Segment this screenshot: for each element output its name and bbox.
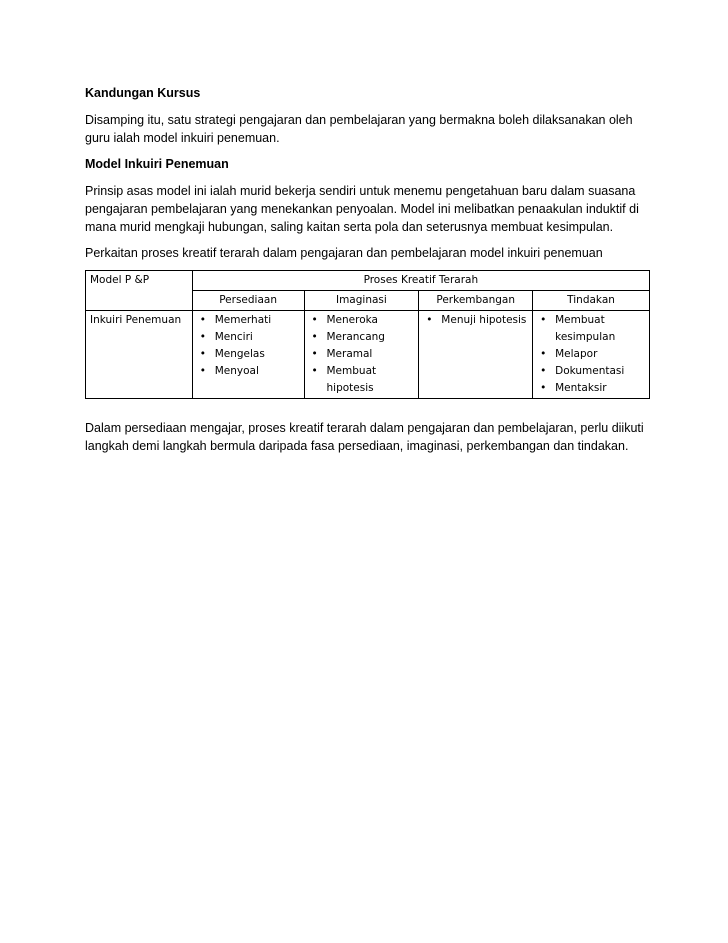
list-item: • Membuat hipotesis bbox=[309, 363, 415, 397]
list-item: • Membuat kesimpulan bbox=[537, 312, 645, 346]
row-label-inkuiri: Inkuiri Penemuan bbox=[86, 311, 193, 399]
cell-persediaan bbox=[192, 311, 304, 399]
paragraph-intro: Disamping itu, satu strategi pengajaran dan pembelajaran yang bermakna boleh dilaksanakan oleh guru ialah model inkuiri penemuan. bbox=[85, 113, 633, 145]
paragraph-perkaitan: Perkaitan proses kreatif terarah dalam pengajaran dan pembelajaran model inkuiri penemuan bbox=[85, 246, 603, 260]
list-item: • Meramal bbox=[309, 346, 415, 363]
list-item: • Memerhati bbox=[197, 312, 300, 329]
process-table bbox=[85, 270, 650, 399]
cell-tindakan bbox=[533, 311, 650, 399]
list-item: • Dokumentasi bbox=[537, 363, 645, 380]
list-persediaan bbox=[197, 312, 300, 380]
subheader-tindakan: Tindakan bbox=[533, 291, 650, 311]
subheader-imaginasi: Imaginasi bbox=[304, 291, 419, 311]
list-item: • Melapor bbox=[537, 346, 645, 363]
list-imaginasi bbox=[309, 312, 415, 397]
list-perkembangan bbox=[423, 312, 528, 329]
table-row bbox=[86, 311, 650, 399]
paragraph-prinsip: Prinsip asas model ini ialah murid bekerja sendiri untuk menemu pengetahuan baru dalam suasana pengajaran pembelajaran yang menekankan penyoalan. Model ini melibatkan penaakulan induktif di mana murid mengkaji hubungan, saling kaitan serta pola dan seterusnya membuat kesimpulan. bbox=[85, 184, 639, 234]
list-item: • Merancang bbox=[309, 329, 415, 346]
subheader-persediaan: Persediaan bbox=[192, 291, 304, 311]
table-header-row bbox=[86, 271, 650, 291]
heading-model-inkuiri: Model Inkuiri Penemuan bbox=[85, 157, 229, 171]
heading-kandungan-kursus: Kandungan Kursus bbox=[85, 86, 201, 100]
subheader-perkembangan: Perkembangan bbox=[419, 291, 533, 311]
list-tindakan bbox=[537, 312, 645, 397]
paragraph-persediaan-mengajar: Dalam persediaan mengajar, proses kreatif terarah dalam pengajaran dan pembelajaran, perlu diikuti langkah demi langkah bermula daripada fasa persediaan, imaginasi, perkembangan dan tindakan. bbox=[85, 421, 644, 453]
cell-perkembangan bbox=[419, 311, 533, 399]
cell-imaginasi bbox=[304, 311, 419, 399]
list-item: • Mengelas bbox=[197, 346, 300, 363]
list-item: • Menuji hipotesis bbox=[423, 312, 528, 329]
list-item: • Menyoal bbox=[197, 363, 300, 380]
list-item: • Menciri bbox=[197, 329, 300, 346]
page-content bbox=[85, 84, 650, 463]
header-proses-kreatif: Proses Kreatif Terarah bbox=[192, 271, 649, 291]
list-item: • Mentaksir bbox=[537, 380, 645, 397]
list-item: • Meneroka bbox=[309, 312, 415, 329]
header-model-pp: Model P &P bbox=[86, 271, 193, 311]
